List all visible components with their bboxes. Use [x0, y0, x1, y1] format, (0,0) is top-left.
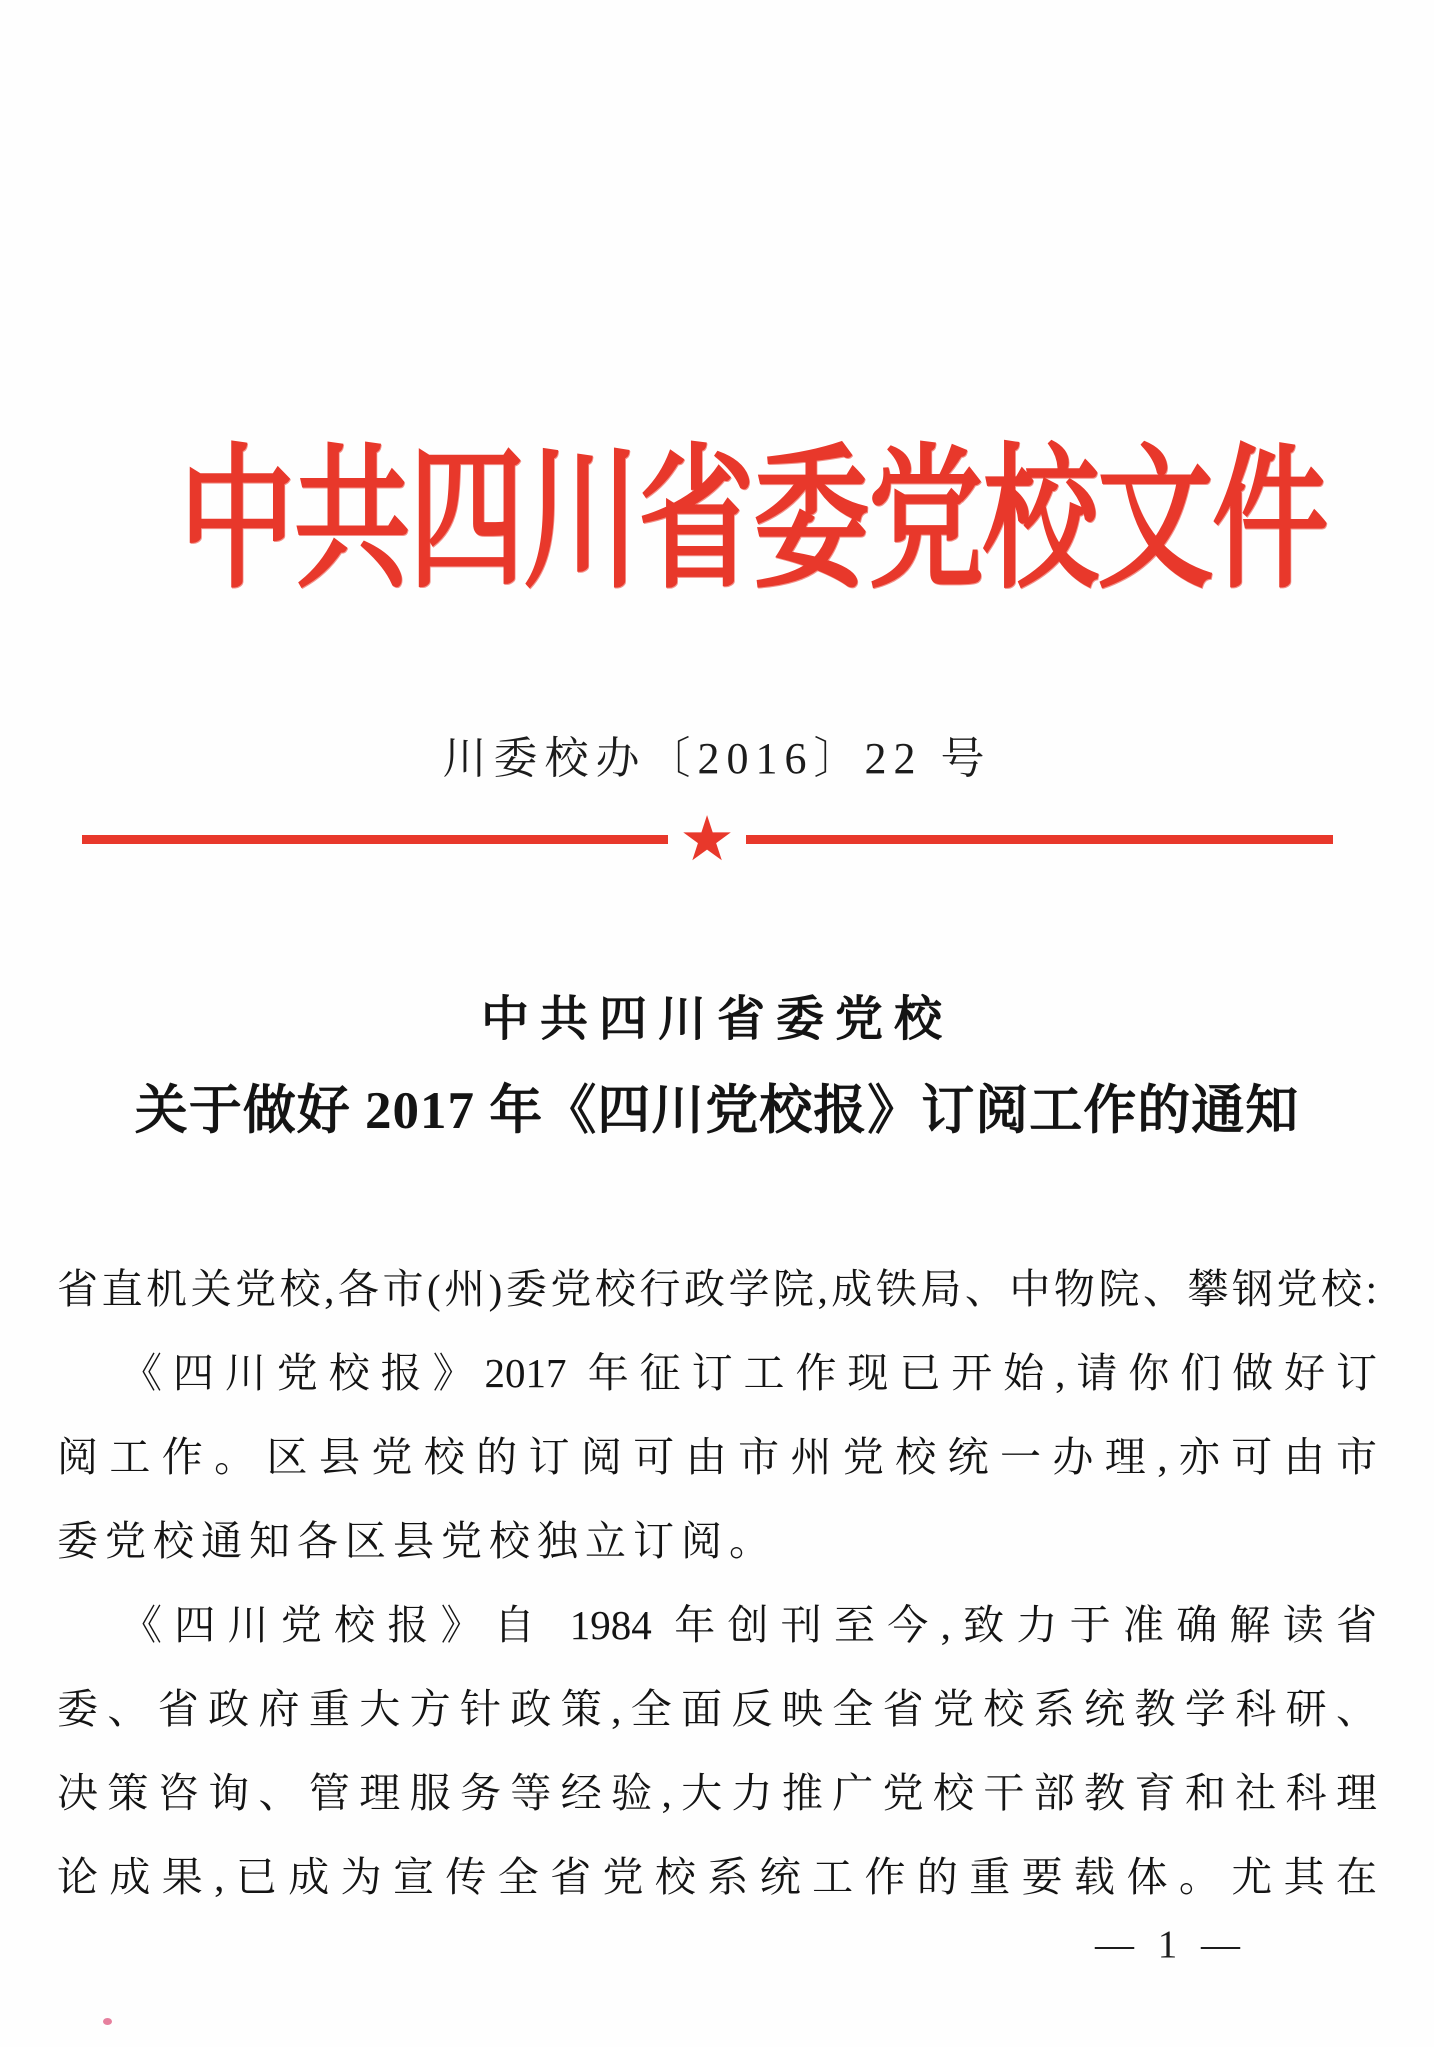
divider-line-right	[746, 835, 1333, 844]
body-line: 论成果,已成为宣传全省党校系统工作的重要载体。尤其在	[57, 1854, 1377, 1900]
star-icon: ★	[679, 802, 735, 875]
scan-artifact-dot	[103, 2018, 112, 2025]
body-line: 《四川党校报》自 1984 年创刊至今,致力于准确解读省	[121, 1602, 1377, 1648]
notice-title-subject: 关于做好 2017 年《四川党校报》订阅工作的通知	[134, 1082, 1300, 1140]
body-line: 委党校通知各区县党校独立订阅。	[57, 1518, 777, 1564]
body-line: 《四川党校报》2017 年征订工作现已开始,请你们做好订	[121, 1350, 1377, 1396]
body-line-salutation: 省直机关党校,各市(州)委党校行政学院,成铁局、中物院、攀钢党校:	[57, 1266, 1377, 1312]
divider-line-left	[82, 835, 668, 844]
body-line: 委、省政府重大方针政策,全面反映全省党校系统教学科研、	[57, 1686, 1377, 1732]
notice-body	[57, 1247, 1377, 1919]
document-number: 川委校办〔2016〕22 号	[442, 734, 992, 783]
masthead-title: 中共四川省委党校文件	[179, 435, 1327, 607]
page-number: — 1 —	[1095, 1923, 1247, 1966]
body-line: 阅工作。区县党校的订阅可由市州党校统一办理,亦可由市	[57, 1434, 1377, 1480]
red-divider	[82, 802, 1333, 875]
notice-title-organization: 中共四川省委党校	[480, 993, 953, 1046]
body-line: 决策咨询、管理服务等经验,大力推广党校干部教育和社科理	[57, 1770, 1377, 1816]
